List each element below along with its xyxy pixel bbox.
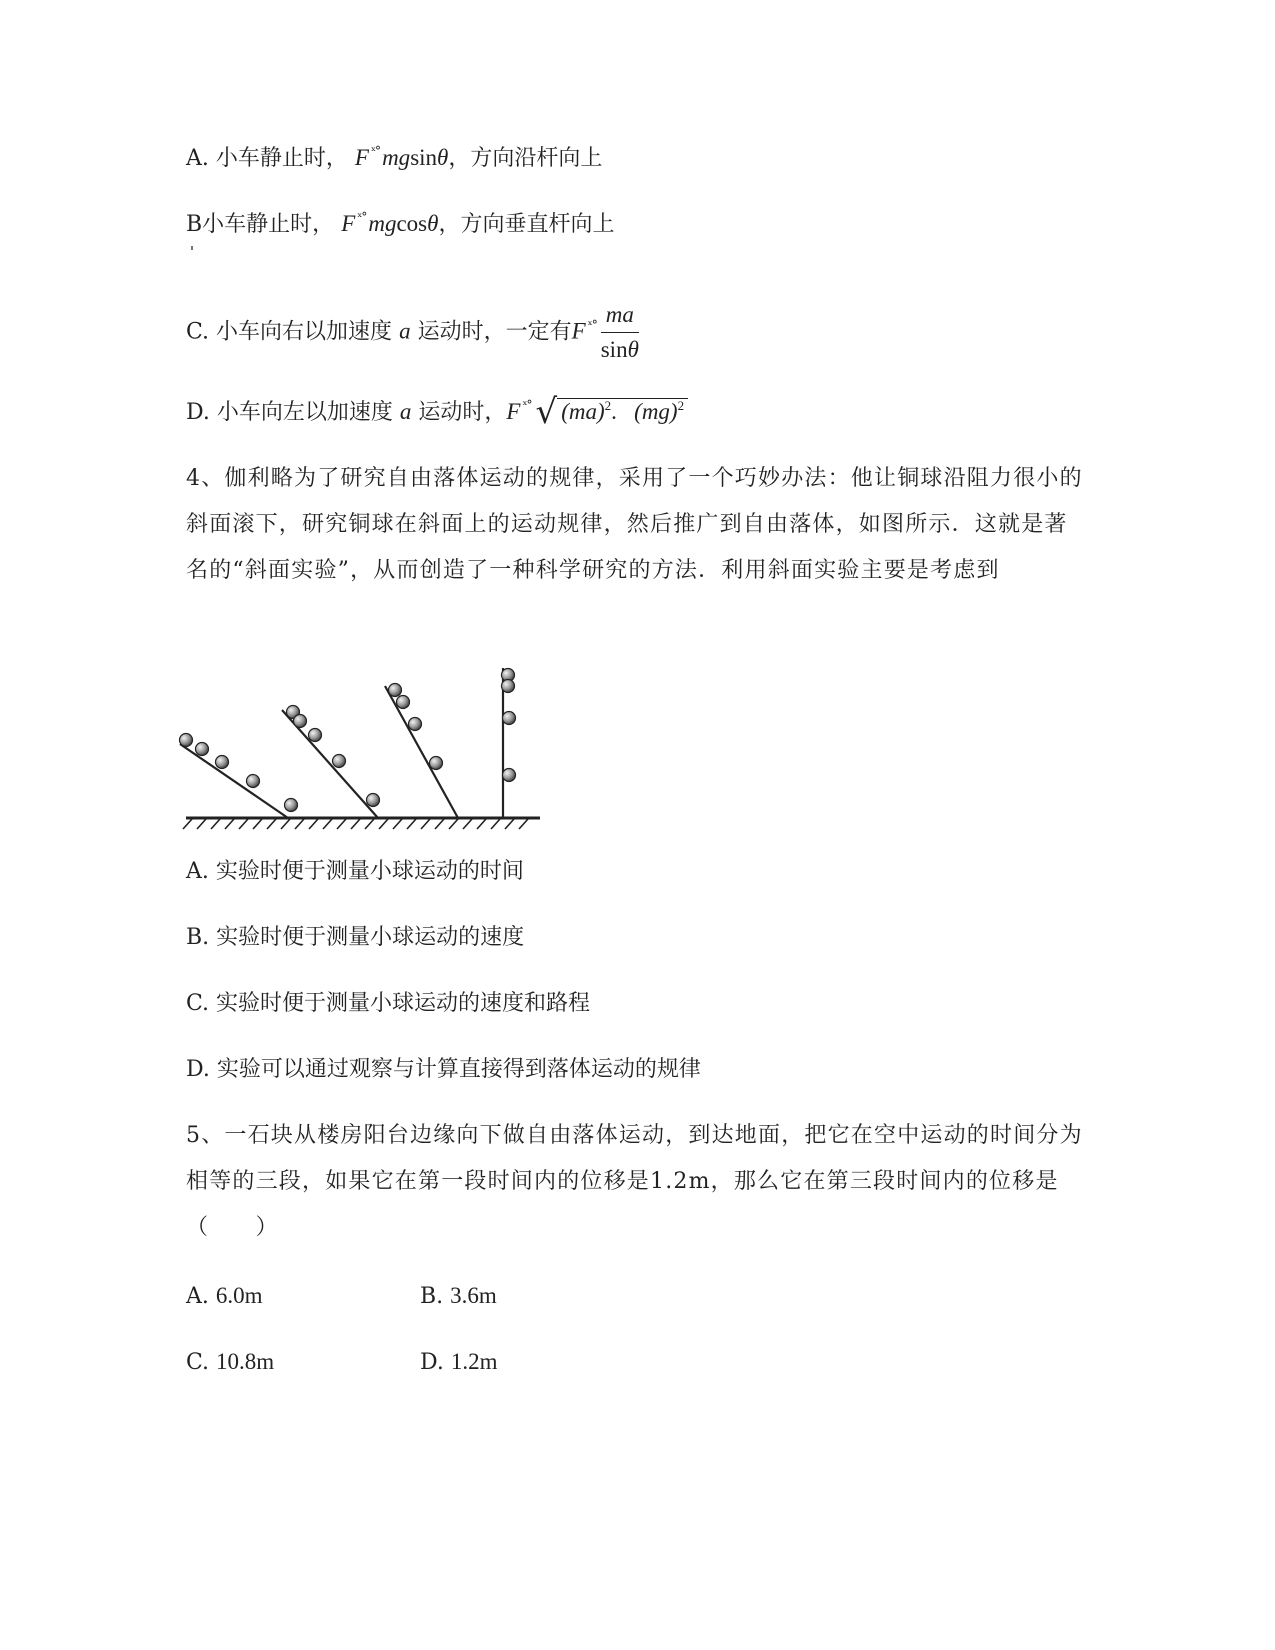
q3-option-a: A. 小车静止时， F $^{ˣ^\circ}$mgsinθ，方向沿杆向上 — [186, 144, 603, 171]
ball — [367, 794, 380, 807]
ball — [285, 799, 298, 812]
hatch-mark — [505, 819, 514, 829]
garbled-glyph: ˣ° — [522, 398, 532, 412]
q4-stem: 4、伽利略为了研究自由落体运动的规律，采用了一个巧妙办法：他让铜球沿阻力很小的斜面滚下，研究铜球在斜面上的运动规律，然后推广到自由落体，如图所示．这就是著名的“斜面实验”，从而创造了一种科学研究的方法．利用斜面实验主要是考虑到 — [186, 466, 1083, 583]
hatch-mark — [519, 819, 528, 829]
hatch-mark — [477, 819, 486, 829]
q4-option-c: C. 实验时便于测量小球运动的速度和路程 — [186, 991, 591, 1016]
ground-hatched — [183, 818, 540, 829]
ball — [180, 734, 193, 747]
hatch-mark — [183, 819, 192, 829]
hatch-mark — [365, 819, 374, 829]
ball — [309, 729, 322, 742]
incline-line — [385, 686, 458, 818]
hatch-mark — [449, 819, 458, 829]
q5-stem: 5、一石块从楼房阳台边缘向下做自由落体运动，到达地面，把它在空中运动的时间分为相等的三段，如果它在第一段时间内的位移是1.2m，那么它在第三段时间内的位移是（ ） — [186, 1123, 1083, 1240]
hatch-mark — [239, 819, 248, 829]
garbled-glyph: ˣ° — [370, 144, 381, 158]
fraction-denominator: sinθ — [600, 337, 639, 362]
q4-option-a: A. 实验时便于测量小球运动的时间 — [186, 859, 524, 884]
force-symbol: F — [354, 145, 369, 170]
force-symbol: F — [506, 399, 521, 424]
incline-lines — [180, 668, 503, 818]
q4-option-d: D. 实验可以通过观察与计算直接得到落体运动的规律 — [186, 1057, 701, 1082]
hatch-mark — [337, 819, 346, 829]
ball — [389, 684, 402, 697]
q5-option-d: D. 1.2m — [420, 1349, 498, 1375]
hatch-mark — [323, 819, 332, 829]
hatch-mark — [491, 819, 500, 829]
hatch-mark — [351, 819, 360, 829]
hatch-mark — [211, 819, 220, 829]
hatch-mark — [281, 819, 290, 829]
q5-option-b: B. 3.6m — [420, 1283, 497, 1309]
hatch-mark — [253, 819, 262, 829]
sqrt-body: (ma)$^2$. (mg)$^2$ — [557, 398, 688, 424]
hatch-mark — [295, 819, 304, 829]
q5-option-c: C. 10.8m — [186, 1349, 275, 1375]
ball — [503, 769, 516, 782]
hatch-mark — [309, 819, 318, 829]
hatch-mark — [379, 819, 388, 829]
incline-line — [180, 744, 288, 818]
force-symbol: F — [571, 318, 586, 344]
ball — [502, 680, 515, 693]
hatch-mark — [225, 819, 234, 829]
ball — [397, 696, 410, 709]
balls — [180, 669, 516, 812]
ball — [430, 757, 443, 770]
hatch-mark — [267, 819, 276, 829]
q3-option-d: D. 小车向左以加速度 a 运动时，F $^{ˣ^\circ}$ √ (ma)$^2$. (mg)$^2$ — [186, 393, 688, 430]
garbled-glyph: ˣ° — [357, 210, 367, 224]
q4-option-b: B. 实验时便于测量小球运动的速度 — [186, 925, 525, 950]
ball — [409, 718, 422, 731]
ball — [247, 775, 260, 788]
hatch-mark — [435, 819, 444, 829]
q3-option-b: B小车静止时， F $^{ˣ^\circ}$mgcosθ，方向垂直杆向上 — [186, 210, 615, 237]
ball — [216, 756, 229, 769]
hatch-mark — [197, 819, 206, 829]
hatch-mark — [463, 819, 472, 829]
hatch-mark — [421, 819, 430, 829]
fraction-numerator: ma — [601, 300, 639, 333]
q5-option-a: A. 6.0m — [186, 1283, 263, 1309]
q3-option-c: C. 小车向右以加速度 a 运动时，一定有F $^{ˣ^\circ}$ $\frac{ma}{\sin\theta}$ — [186, 300, 639, 365]
ball — [503, 712, 516, 725]
ball — [196, 743, 209, 756]
hatch-mark — [393, 819, 402, 829]
force-symbol: F — [341, 211, 356, 236]
ball — [333, 755, 346, 768]
ball — [294, 715, 307, 728]
hatch-mark — [407, 819, 416, 829]
sqrt-sign: √ — [535, 392, 558, 432]
garbled-glyph: ˣ° — [587, 317, 597, 332]
